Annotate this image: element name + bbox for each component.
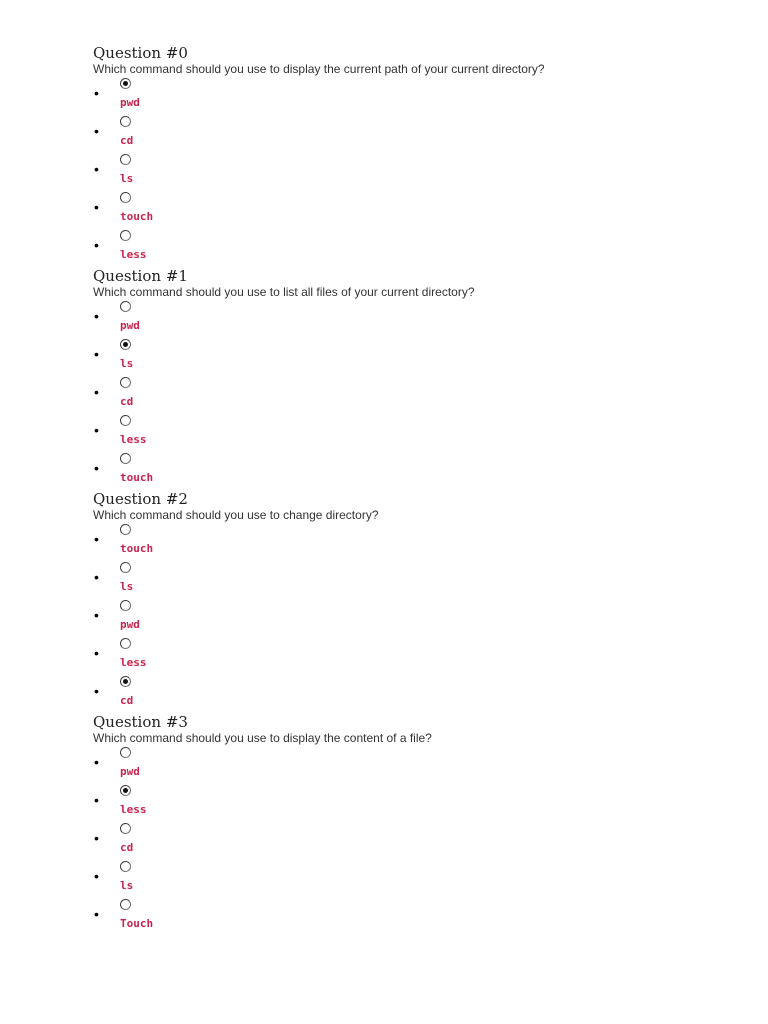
radio-button[interactable] <box>120 638 131 649</box>
bullet: • <box>94 830 99 846</box>
answer-label: less <box>120 656 147 669</box>
answer-label: less <box>120 433 147 446</box>
answer-option[interactable] <box>93 154 733 192</box>
answer-label: less <box>120 803 147 816</box>
radio-button[interactable] <box>120 524 131 535</box>
answer-option[interactable] <box>93 339 733 377</box>
radio-button[interactable] <box>120 600 131 611</box>
radio-button[interactable] <box>120 562 131 573</box>
bullet: • <box>94 85 99 101</box>
radio-button[interactable] <box>120 785 131 796</box>
answer-label: cd <box>120 841 134 854</box>
bullet: • <box>94 754 99 770</box>
radio-button[interactable] <box>120 747 131 758</box>
answer-option[interactable] <box>93 638 733 676</box>
answer-option[interactable] <box>93 747 733 785</box>
answer-label: less <box>120 248 147 261</box>
radio-button[interactable] <box>120 230 131 241</box>
bullet: • <box>94 531 99 547</box>
answer-option[interactable] <box>93 600 733 638</box>
bullet: • <box>94 607 99 623</box>
answer-option[interactable] <box>93 562 733 600</box>
radio-button[interactable] <box>120 377 131 388</box>
answer-label: ls <box>120 580 134 593</box>
answer-label: ls <box>120 357 134 370</box>
radio-button[interactable] <box>120 823 131 834</box>
bullet: • <box>94 346 99 362</box>
bullet: • <box>94 308 99 324</box>
answer-label: touch <box>120 210 154 223</box>
question-text: Which command should you use to display the current path of your current directory? <box>93 62 545 76</box>
answer-label: ls <box>120 172 134 185</box>
question-text: Which command should you use to change directory? <box>93 508 379 522</box>
answer-label: cd <box>120 395 134 408</box>
answer-option[interactable] <box>93 116 733 154</box>
bullet: • <box>94 384 99 400</box>
answer-label: pwd <box>120 96 140 109</box>
radio-button[interactable] <box>120 192 131 203</box>
answer-options <box>93 78 733 268</box>
answer-option[interactable] <box>93 192 733 230</box>
answer-option[interactable] <box>93 78 733 116</box>
question-0 <box>93 44 733 267</box>
bullet: • <box>94 123 99 139</box>
answer-label: pwd <box>120 618 140 631</box>
question-title: Question #3 <box>93 713 188 731</box>
bullet: • <box>94 645 99 661</box>
answer-option[interactable] <box>93 861 733 899</box>
radio-button[interactable] <box>120 339 131 350</box>
question-title: Question #2 <box>93 490 188 508</box>
answer-options <box>93 524 733 714</box>
bullet: • <box>94 868 99 884</box>
answer-option[interactable] <box>93 823 733 861</box>
answer-option[interactable] <box>93 230 733 268</box>
radio-button[interactable] <box>120 78 131 89</box>
question-title: Question #1 <box>93 267 188 285</box>
answer-label: pwd <box>120 319 140 332</box>
quiz <box>93 44 733 936</box>
radio-button[interactable] <box>120 116 131 127</box>
radio-button[interactable] <box>120 154 131 165</box>
answer-options <box>93 301 733 491</box>
answer-label: ls <box>120 879 134 892</box>
radio-button[interactable] <box>120 861 131 872</box>
answer-label: cd <box>120 694 134 707</box>
answer-option[interactable] <box>93 377 733 415</box>
radio-button[interactable] <box>120 453 131 464</box>
radio-button[interactable] <box>120 415 131 426</box>
radio-button[interactable] <box>120 301 131 312</box>
radio-button[interactable] <box>120 676 131 687</box>
answer-option[interactable] <box>93 301 733 339</box>
question-3 <box>93 713 733 936</box>
bullet: • <box>94 906 99 922</box>
answer-label: cd <box>120 134 134 147</box>
question-1 <box>93 267 733 490</box>
bullet: • <box>94 683 99 699</box>
question-text: Which command should you use to display the content of a file? <box>93 731 432 745</box>
answer-option[interactable] <box>93 785 733 823</box>
bullet: • <box>94 460 99 476</box>
bullet: • <box>94 161 99 177</box>
bullet: • <box>94 569 99 585</box>
answer-label: touch <box>120 471 154 484</box>
answer-label: pwd <box>120 765 140 778</box>
answer-label: Touch <box>120 917 154 930</box>
answer-options <box>93 747 733 937</box>
question-2 <box>93 490 733 713</box>
answer-option[interactable] <box>93 524 733 562</box>
bullet: • <box>94 199 99 215</box>
radio-button[interactable] <box>120 899 131 910</box>
question-text: Which command should you use to list all files of your current directory? <box>93 285 475 299</box>
bullet: • <box>94 792 99 808</box>
bullet: • <box>94 237 99 253</box>
answer-label: touch <box>120 542 154 555</box>
answer-option[interactable] <box>93 453 733 491</box>
answer-option[interactable] <box>93 676 733 714</box>
answer-option[interactable] <box>93 899 733 937</box>
answer-option[interactable] <box>93 415 733 453</box>
bullet: • <box>94 422 99 438</box>
question-title: Question #0 <box>93 44 188 62</box>
